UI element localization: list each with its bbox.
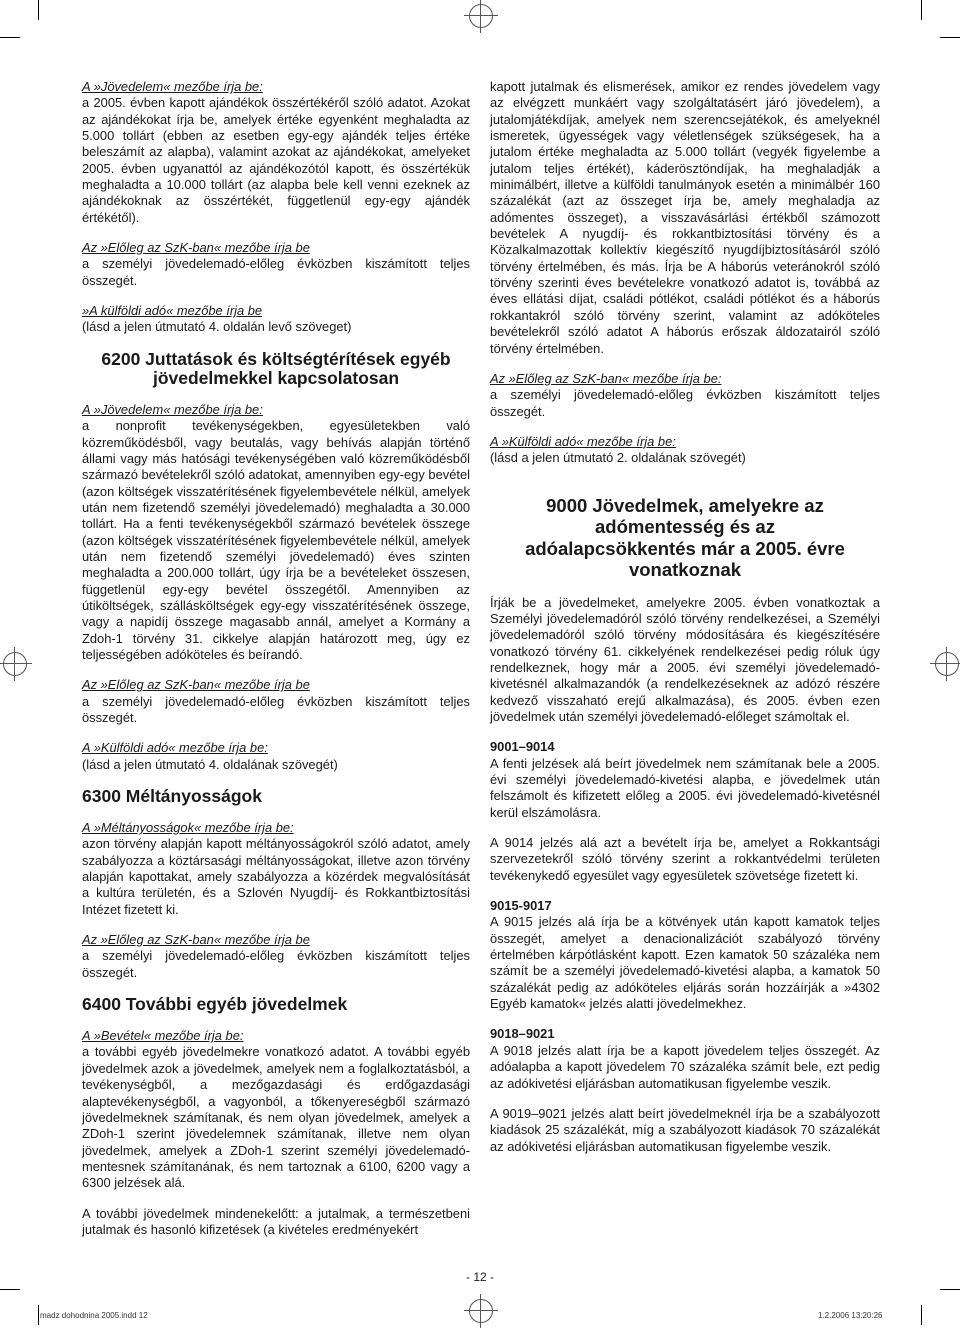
paragraph: A 9015 jelzés alá írja be a kötvények után kapott kamatok teljes összegét, amelyet a denacionalizációt szabályozó törvény értelmében kárpótlásként kapott. Ezen kamatok 50 százaléka nem számít be a személyi jövedelemadó-kivetési alapba, a kamatok 50 százalékát pedig az adóköteles eljárás során hozzáírják a »4302 Egyéb kamatok« jelzés alatti jövedelmekhez. <box>490 914 880 1012</box>
crop-mark <box>38 0 39 20</box>
field-label-kulfoldi-ado: A »Külföldi adó« mezőbe írja be: <box>82 740 268 756</box>
registration-mark-icon <box>935 652 959 676</box>
paragraph: (lásd a jelen útmutató 4. oldalának szövegét) <box>82 756 338 772</box>
field-label-jovedelem: A »Jövedelem« mezőbe írja be: <box>82 401 263 417</box>
paragraph: A 9019–9021 jelzés alatt beírt jövedelmeknél írja be a szabályozott kiadások 25 százalékát, míg a szabályozott kiadások 70 százalékát az adókivetési eljárásban automatikusan figyelembe veszik. <box>490 1105 880 1154</box>
subheading-9001-9014: 9001–9014 <box>490 739 555 755</box>
registration-mark-icon <box>469 4 493 28</box>
field-label-eloleg: Az »Előleg az SzK-ban« mezőbe írja be: <box>490 370 722 386</box>
field-label-meltanyossagok: A »Méltányosságok« mezőbe írja be: <box>82 820 294 836</box>
section-heading-6200: 6200 Juttatások és költségtérítések egyéb jövedelmekkel kapcsolatosan <box>101 348 451 388</box>
subheading-9018-9021: 9018–9021 <box>490 1026 555 1042</box>
registration-mark-icon <box>469 1299 493 1323</box>
crop-mark <box>940 37 960 38</box>
field-label-jovedelem: A »Jövedelem« mezőbe írja be: <box>82 79 263 94</box>
crop-mark <box>0 1289 20 1290</box>
field-label-eloleg: Az »Előleg az SzK-ban« mezőbe írja be <box>82 932 310 948</box>
paragraph: (lásd a jelen útmutató 2. oldalának szövegét) <box>490 450 746 466</box>
paragraph: azon törvény alapján kapott méltányosságokról szóló adatot, amely szabályozza a köztársasági méltányosságokat, illetve azon törvény alapján kapottakat, amely szabályozza a közérdek megvalósítását a kultúra területén, és a Szlovén Nyugdíj- és Rokkantbiztosítási Intézet fizetett ki. <box>82 836 470 917</box>
left-column <box>82 79 470 1238</box>
field-label-kulfoldi-ado: »A külföldi adó« mezőbe írja be <box>82 303 263 319</box>
paragraph: A 9018 jelzés alatt írja be a kapott jövedelem teljes összegét. Az adóalapba a kapott jövedelem 70 százaléka számít bele, ezt pedig az adókivetési eljárásban automatikusan figyelembe veszik. <box>490 1042 880 1091</box>
paragraph: Írják be a jövedelmeket, amelyekre 2005. évben vonatkoztak a Személyi jövedelemadóról szóló törvény rendelkezései, a Személyi jövedelemadóról szóló törvény módosítására és kiegészítésére vonatkozó törvény 61. cikkelyének rendelkezései pedig róluk úgy rendelkeznek, hogy már a 2005. évi személyi jövedelemadó-kivetésnél alkalmazandók (a rendelkezéseknek az adózó részére kedvező visszaható erejű alkalmazása), és 2005. évben ezen jövedelmek után személyi jövedelemadó-előleget számoltak el. <box>490 594 880 724</box>
section-heading-6300: 6300 Méltányosságok <box>82 786 262 807</box>
footer-filename: madz dohodnina 2005.indd 12 <box>40 1311 148 1320</box>
paragraph: a nonprofit tevékenységekben, egyesületekben való közreműködésből, vagy beutalás, vagy behívás alapján történő állami vagy más hatósági tevékenységében való közreműködésből származó bevételekről szóló adatokat, amennyiben egy-egy bevétel (azon költségek visszatérítésének figyelembevétele nélkül, amelyek után nem fizetendő személyi jövedelemadó) meghaladta a 30.000 tollárt. Ha a fenti tevékenységekből származó bevételek összege (azon költségek visszatérítésének figyelembevétele nélkül, amelyek után nem fizetendő személyi jövedelemadó) éves szinten meghaladta a 200.000 tollárt, úgy írja be a bevételeket összesen, függetlenül egy-egy bevétel összegétől. Amennyiben az útiköltségek, szállásköltségek egy-egy visszatérítésének összege, vagy a napidíj összege magasabb annál, amelyet a Kormány a Zdoh-1 törvény 31. cikkelye alapján határozott meg, úgy ez teljességében adóköteles és beírandó. <box>82 418 470 662</box>
section-heading-6400: 6400 További egyéb jövedelmek <box>82 994 348 1015</box>
paragraph: a személyi jövedelemadó-előleg évközben kiszámított teljes összegét. <box>82 693 470 725</box>
paragraph: a személyi jövedelemadó-előleg évközben kiszámított teljes összegét. <box>490 387 880 419</box>
paragraph: (lásd a jelen útmutató 4. oldalán levő szöveget) <box>82 319 352 335</box>
paragraph: a személyi jövedelemadó-előleg évközben kiszámított teljes összegét. <box>82 256 470 288</box>
paragraph: a személyi jövedelemadó-előleg évközben kiszámított teljes összegét. <box>82 948 470 980</box>
paragraph: a 2005. évben kapott ajándékok összértékéről szóló adatot. Azokat az ajándékokat írja be, amelyek értéke egyenként meghaladta az 5.000 tollárt (ebben az esetben egy-egy ajándék teljes értéke beleszámít az alapba), valamint azokat az ajándékokat, amelyeket 2005. évben ugyanattól az ajándékozótól kapott, és összértékük meghaladta a 10.000 tollárt (az alapba bele kell venni ezeknek az ajándékoknak az összértékét, függetlenül egy-egy ajándék értékétől). <box>82 95 470 225</box>
crop-mark <box>921 0 922 20</box>
section-heading-9000: 9000 Jövedelmek, amelyekre az adómentesség és az adóalapcsökkentés már a 2005. évre vonatkoznak <box>525 494 845 581</box>
paragraph: A további jövedelmek mindenekelőtt: a jutalmak, a természetbeni jutalmak és hasonló kifizetések (a kivételes eredményekért <box>82 1205 470 1237</box>
paragraph: a további egyéb jövedelmekre vonatkozó adatot. A további egyéb jövedelmek azok a jövedelmek, amelyek nem a foglalkoztatásból, a tevékenységből, a mezőgazdasági és erdőgazdasági alaptevékenységből, a vagyonból, a tőkenyereségből származó jövedelmeknek számítanak, és nem olyan jövedelmek, amelyek a ZDoh-1 szerint jövedelemnek számítanak, illetve nem olyan jövedelmek, amelyek a ZDoh-1 szerint személyi jövedelemadó-mentesnek számítanának, és nem tartoznak a 6100, 6200 vagy a 6300 jelzések alá. <box>82 1044 470 1191</box>
subheading-9015-9017: 9015-9017 <box>490 898 552 914</box>
paragraph: kapott jutalmak és elismerések, amikor ez rendes jövedelem vagy az elvégzett munkáért vagy szolgáltatásért járó jövedelem), a jutalomjátékdíjak, amelyek nem szerencsejátékok, és amelyeknél ismeretek, ügyességek vagy véletlenségek szükségesek, ha a jutalom értéke meghaladta az 5.000 tollárt (vegyék figyelembe a jutalom teljes értékét), káderösztöndíjak, ha meghaladják a minimálbért, illetve a külföldi tanulmányok esetén a minimálbér 160 százalékát (azt az összeget írja be, amely meghaladja az adómentes összeget), a visszavásárlási értékből számozott bevételek A nyugdíj- és rokkantbiztosítási törvény és a Közalkalmazottak kollektív kiegészítő nyugdíjbiztosításáról szóló törvény értelmében, és más. Írja be A háborús veteránokról szóló törvény szerinti éves bevételekre vonatkozó adatot is, továbbá az éves ellátási díjat, családi pótlékot, családi pótlékot és a háborús rokkantakról szóló törvény szerint, valamint az adóköteles bevételekről szóló adatot A háborús erőszak áldozatairól szóló törvény értelmében. <box>490 79 880 356</box>
paragraph: A fenti jelzések alá beírt jövedelmek nem számítanak bele a 2005. évi személyi jövedelemadó-kivetési alapba, e jövedelmek után felszámolt és kifizetett előleg a 2005. évi jövedelemadó-kivetésnél kerül elszámolásra. <box>490 755 880 820</box>
footer-timestamp: 1.2.2006 13:20:26 <box>818 1311 883 1320</box>
crop-mark <box>940 1289 960 1290</box>
page-number: - 12 - <box>465 1270 494 1284</box>
field-label-kulfoldi-ado: A »Külföldi adó« mezőbe írja be: <box>490 433 676 449</box>
field-label-eloleg: Az »Előleg az SzK-ban« mezőbe írja be <box>82 240 310 256</box>
field-label-bevetel: A »Bevétel« mezőbe írja be: <box>82 1028 244 1044</box>
crop-mark <box>921 1305 922 1325</box>
crop-mark <box>0 37 20 38</box>
registration-mark-icon <box>3 652 27 676</box>
paragraph: A 9014 jelzés alá azt a bevételt írja be, amelyet a Rokkantsági szervezetekről szóló törvény szerint a rokkantvédelmi területen tevékenykedő egyesület vagy egyesületek szövetsége fizetett ki. <box>490 835 880 883</box>
crop-mark <box>38 1305 39 1325</box>
field-label-eloleg: Az »Előleg az SzK-ban« mezőbe írja be <box>82 677 310 693</box>
right-column <box>490 79 880 1155</box>
